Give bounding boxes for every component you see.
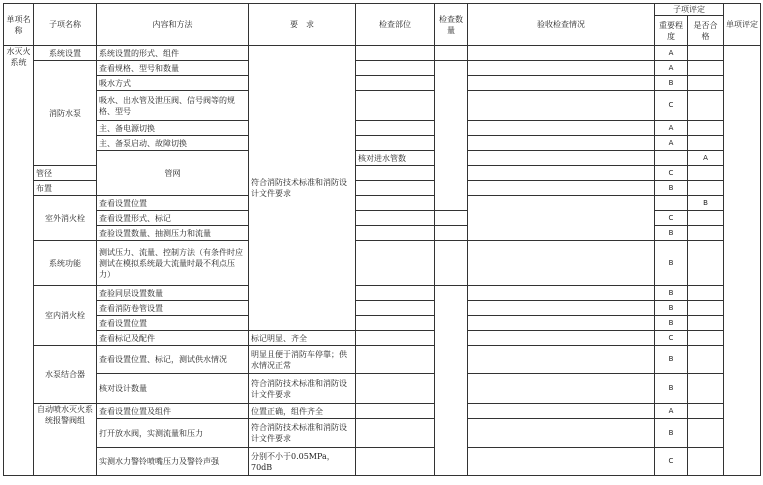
location-cell <box>356 346 435 374</box>
unit-label: 水灭火系统 <box>4 46 34 476</box>
qualified-cell <box>688 419 724 448</box>
situation-cell <box>655 196 688 211</box>
location-cell <box>356 448 435 476</box>
location-cell <box>356 76 435 91</box>
row-grade: B <box>655 419 688 448</box>
location-cell <box>356 419 435 448</box>
group-alarm-valve: 自动喷水灭火系统报警阀组 <box>34 404 97 476</box>
row-content: 打开放水阀，实测流量和压力 <box>97 419 249 448</box>
location-cell <box>356 211 435 226</box>
situation-cell <box>468 374 655 404</box>
situation-cell <box>468 286 655 301</box>
row-content: 查看设置位置、标记，测试供水情况 <box>97 346 249 374</box>
row-grade: A <box>655 121 688 136</box>
row-content: 系统设置的形式、组件 <box>97 46 249 61</box>
header-location: 检查部位 <box>356 4 435 46</box>
qualified-cell <box>688 241 724 286</box>
location-cell <box>356 404 435 419</box>
qualified-cell <box>688 404 724 419</box>
requirement-marking: 标记明显、齐全 <box>249 331 356 346</box>
location-cell <box>356 286 435 301</box>
row-grade: B <box>655 374 688 404</box>
inspection-table <box>3 3 761 476</box>
situation-cell <box>468 76 655 91</box>
header-unit-name: 单项名称 <box>4 4 34 46</box>
row-grade: B <box>655 316 688 331</box>
qualified-cell <box>688 301 724 316</box>
qualified-cell <box>688 374 724 404</box>
quantity-cell <box>435 61 468 211</box>
row-grade: C <box>655 166 688 181</box>
header-quantity: 检查数量 <box>435 4 468 46</box>
row-grade: C <box>655 448 688 476</box>
situation-cell <box>468 166 655 181</box>
row-content: 吸水、出水管及泄压阀、信号阀等的规格、型号 <box>97 91 249 121</box>
row-content: 主、备电源切换 <box>97 121 249 136</box>
situation-cell <box>468 241 655 286</box>
location-cell <box>356 91 435 121</box>
situation-cell <box>468 346 655 374</box>
requirement-main: 符合消防技术标准和消防设计文件要求 <box>249 46 356 331</box>
row-content: 查看消防卷管设置 <box>97 301 249 316</box>
location-cell <box>356 226 435 241</box>
location-cell <box>356 136 435 151</box>
situation-cell <box>468 301 655 316</box>
row-grade: A <box>655 136 688 151</box>
qualified-cell <box>688 331 724 346</box>
row-content: 吸水方式 <box>97 76 249 91</box>
row-content: 查看标记及配件 <box>97 331 249 346</box>
row-content: 核对进水管数 <box>356 151 435 166</box>
group-pump-adapter: 水泵结合器 <box>34 346 97 404</box>
row-content: 核对设计数量 <box>97 374 249 404</box>
group-indoor-hydrant: 室内消火栓 <box>34 286 97 346</box>
header-requirement: 要 求 <box>249 4 356 46</box>
header-qualified: 是否合格 <box>688 16 724 46</box>
situation-cell <box>468 331 655 346</box>
requirement-adapter-location: 明显且便于消防车停靠；供水情况正常 <box>249 346 356 374</box>
qualified-cell <box>688 181 724 196</box>
qualified-cell <box>688 136 724 151</box>
situation-cell <box>468 448 655 476</box>
situation-cell <box>435 211 468 226</box>
group-pipe-network: 管网 <box>97 151 249 196</box>
row-grade: C <box>655 91 688 121</box>
situation-cell <box>655 151 688 166</box>
unit-eval-cell <box>724 46 761 476</box>
row-grade: B <box>655 226 688 241</box>
row-content: 查看设置位置 <box>97 316 249 331</box>
location-cell <box>356 46 435 61</box>
situation-cell <box>468 91 655 121</box>
row-content: 查验设置数量、抽测压力和流量 <box>97 226 249 241</box>
location-cell <box>356 121 435 136</box>
qualified-cell <box>688 166 724 181</box>
quantity-cell <box>468 196 655 241</box>
situation-cell <box>468 136 655 151</box>
header-importance: 重要程度 <box>655 16 688 46</box>
group-system-function: 系统功能 <box>34 241 97 286</box>
row-grade: A <box>655 61 688 76</box>
requirement-valve-flow: 符合消防技术标准和消防设计文件要求 <box>249 419 356 448</box>
location-cell <box>356 331 435 346</box>
location-cell <box>356 181 435 196</box>
group-outdoor-hydrant: 室外消火栓 <box>34 196 97 241</box>
row-grade: A <box>688 151 724 166</box>
header-sub-name: 子项名称 <box>34 4 97 46</box>
location-cell <box>356 241 435 286</box>
qualified-cell <box>688 61 724 76</box>
row-grade: B <box>655 286 688 301</box>
row-content: 查看设置形式、标记 <box>97 211 249 226</box>
location-cell <box>356 196 435 211</box>
row-grade: A <box>655 46 688 61</box>
requirement-bell: 分别不小于0.05MPa，70dB <box>249 448 356 476</box>
location-cell <box>356 301 435 316</box>
qualified-cell <box>688 76 724 91</box>
location-cell <box>356 316 435 331</box>
qualified-cell <box>688 91 724 121</box>
location-cell <box>356 61 435 76</box>
quantity-cell <box>435 46 468 61</box>
qualified-cell <box>688 226 724 241</box>
row-content: 查看设置位置 <box>97 196 249 211</box>
situation-cell <box>468 61 655 76</box>
row-grade: B <box>655 346 688 374</box>
qualified-cell <box>688 316 724 331</box>
row-grade: C <box>655 211 688 226</box>
header-sub-eval: 子项评定 <box>655 4 724 16</box>
situation-cell <box>468 181 655 196</box>
row-content: 布置 <box>34 181 97 196</box>
row-content: 查看规格、型号和数量 <box>97 61 249 76</box>
qualified-cell <box>688 211 724 226</box>
requirement-valve-location: 位置正确，组件齐全 <box>249 404 356 419</box>
row-grade: B <box>655 301 688 316</box>
row-grade: B <box>655 181 688 196</box>
group-system-setup: 系统设置 <box>34 46 97 61</box>
row-content: 查验同层设置数量 <box>97 286 249 301</box>
quantity-cell <box>435 241 468 286</box>
location-cell <box>356 166 435 181</box>
requirement-adapter-count: 符合消防技术标准和消防设计文件要求 <box>249 374 356 404</box>
qualified-cell <box>688 448 724 476</box>
row-grade: B <box>688 196 724 211</box>
row-grade: C <box>655 331 688 346</box>
qualified-cell <box>688 46 724 61</box>
situation-cell <box>468 404 655 419</box>
qualified-cell <box>688 346 724 374</box>
location-cell <box>468 151 655 166</box>
row-content: 主、备泵启动、故障切换 <box>97 136 249 151</box>
row-grade: B <box>655 76 688 91</box>
situation-cell <box>468 121 655 136</box>
situation-cell <box>468 316 655 331</box>
location-cell <box>356 374 435 404</box>
header-unit-eval: 单项评定 <box>724 4 761 46</box>
row-content: 查看设置位置及组件 <box>97 404 249 419</box>
qualified-cell <box>688 286 724 301</box>
situation-cell <box>435 226 468 241</box>
situation-cell <box>468 46 655 61</box>
header-content: 内容和方法 <box>97 4 249 46</box>
quantity-cell <box>435 286 468 476</box>
situation-cell <box>468 419 655 448</box>
row-content: 管径 <box>34 166 97 181</box>
row-grade: A <box>655 404 688 419</box>
group-fire-pump: 消防水泵 <box>34 61 97 166</box>
row-content: 测试压力、流量、控制方法（有条件时应测试在模拟系统最大流量时最不利点压力） <box>97 241 249 286</box>
header-situation: 验收检查情况 <box>468 4 655 46</box>
qualified-cell <box>688 121 724 136</box>
row-grade: B <box>655 241 688 286</box>
row-content: 实测水力警铃喷嘴压力及警铃声强 <box>97 448 249 476</box>
